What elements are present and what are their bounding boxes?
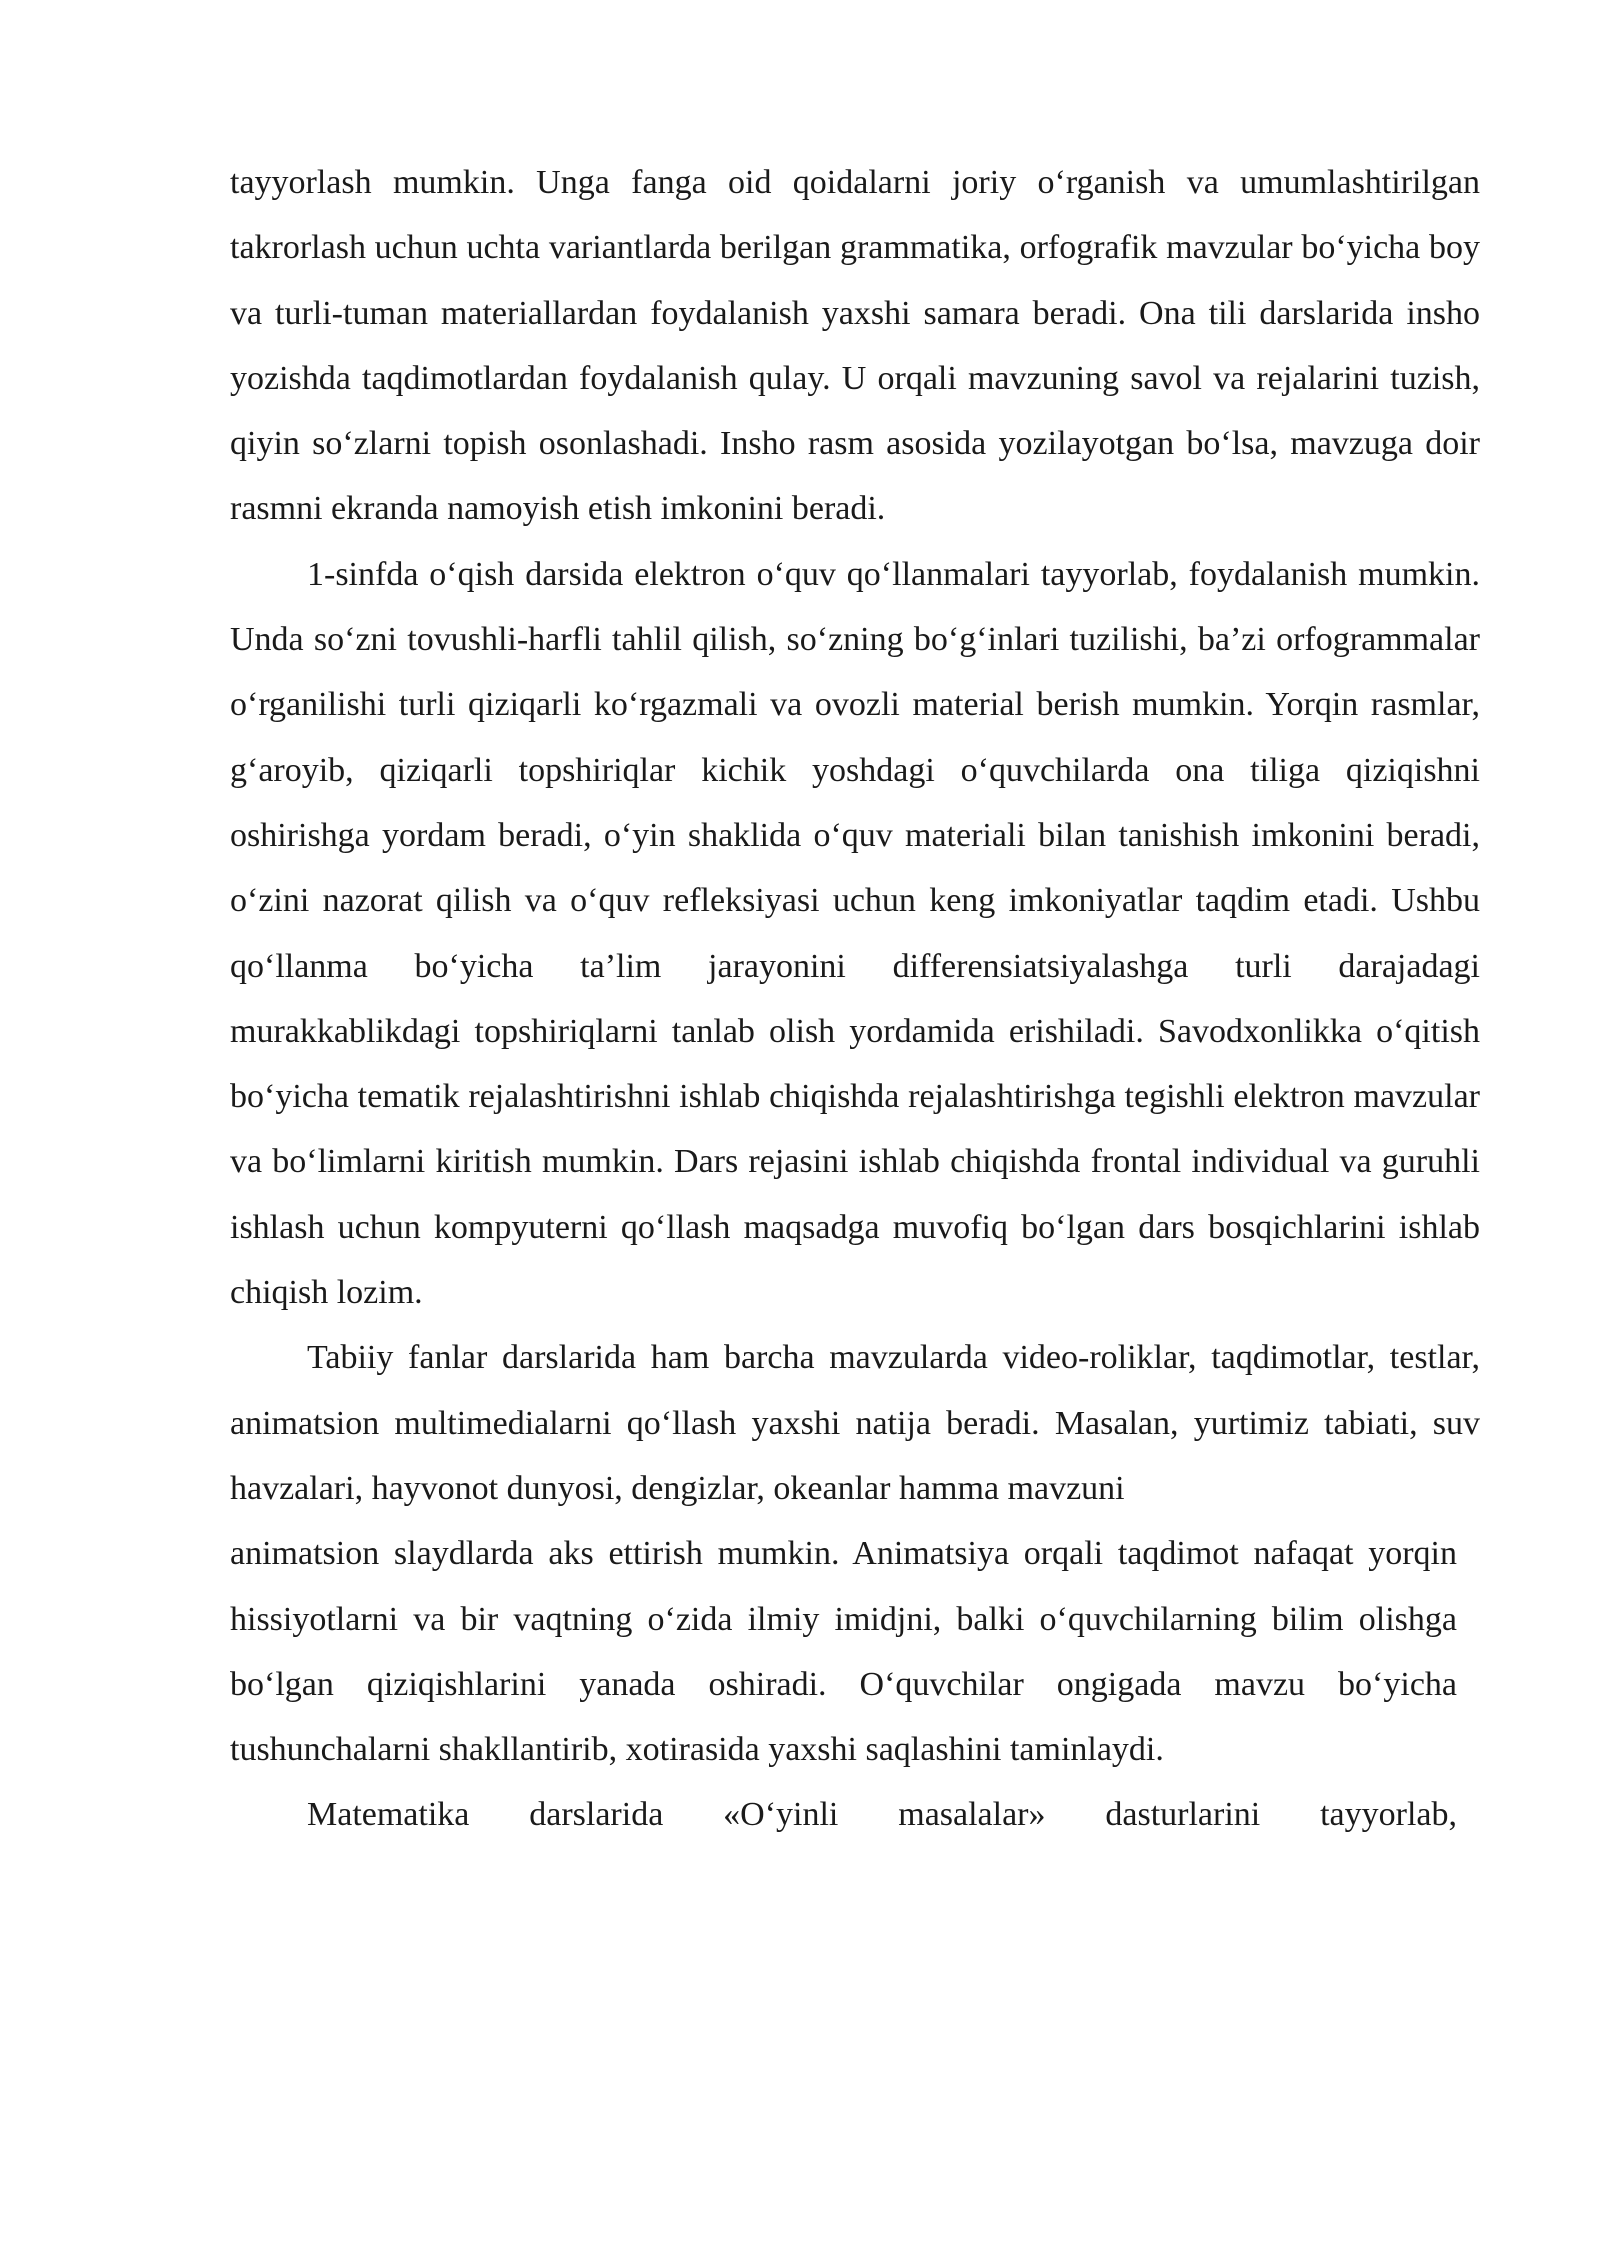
- paragraph-2: 1-sinfda o‘qish darsida elektron o‘quv qo‘llanmalari tayyorlab, foydalanish mumkin. Unda so‘zni tovushli-harfli tahlil qilish, so‘zning bo‘g‘inlari tuzilishi, ba’zi orfogrammalar o‘rganilishi turli qiziqarli ko‘rgazmali va ovozli material berish mumkin. Yorqin rasmlar, g‘aroyib, qiziqarli topshiriqlar kichik yoshdagi o‘quvchilarda ona tiliga qiziqishni oshirishga yordam beradi, o‘yin shaklida o‘quv materiali bilan tanishish imkonini beradi, o‘zini nazorat qilish va o‘quv refleksiyasi uchun keng imkoniyatlar taqdim etadi. Ushbu qo‘llanma bo‘yicha ta’lim jarayonini differensiatsiyalashga turli darajadagi murakkablikdagi topshiriqlarni tanlab olish yordamida erishiladi. Savodxonlikka o‘qitish bo‘yicha tematik rejalashtirishni ishlab chiqishda rejalashtirishga tegishli elektron mavzular va bo‘limlarni kiritish mumkin. Dars rejasini ishlab chiqishda frontal individual va guruhli ishlash uchun kompyuterni qo‘llash maqsadga muvofiq bo‘lgan dars bosqichlarini ishlab chiqish lozim.: [230, 555, 1480, 1312]
- paragraph-3: Tabiiy fanlar darslarida ham barcha mavzularda video-roliklar, taqdimotlar, testlar, animatsion multimedialarni qo‘llash yaxshi natija beradi. Masalan, yurtimiz tabiati, suv havzalari, hayvonot dunyosi, dengizlar, okeanlar hamma mavzuni: [230, 1339, 1480, 1507]
- paragraph-5: Matematika darslarida «O‘yinli masalalar» dasturlarini tayyorlab,: [307, 1796, 1457, 1834]
- document-body: [230, 150, 1480, 1848]
- paragraph-4: animatsion slaydlarda aks ettirish mumkin. Animatsiya orqali taqdimot nafaqat yorqin hissiyotlarni va bir vaqtning o‘zida ilmiy imidjni, balki o‘quvchilarning bilim olishga bo‘lgan qiziqishlarini yanada oshiradi. O‘quvchilar ongigada mavzu bo‘yicha tushunchalarni shakllantirib, xotirasida yaxshi saqlashini taminlaydi.: [230, 1535, 1457, 1769]
- paragraph-1: tayyorlash mumkin. Unga fanga oid qoidalarni joriy o‘rganish va umumlashtirilgan takrorlash uchun uchta variantlarda berilgan grammatika, orfografik mavzular bo‘yicha boy va turli-tuman materiallardan foydalanish yaxshi samara beradi. Ona tili darslarida insho yozishda taqdimotlardan foydalanish qulay. U orqali mavzuning savol va rejalarini tuzish, qiyin so‘zlarni topish osonlashadi. Insho rasm asosida yozilayotgan bo‘lsa, mavzuga doir rasmni ekranda namoyish etish imkonini beradi.: [230, 164, 1480, 528]
